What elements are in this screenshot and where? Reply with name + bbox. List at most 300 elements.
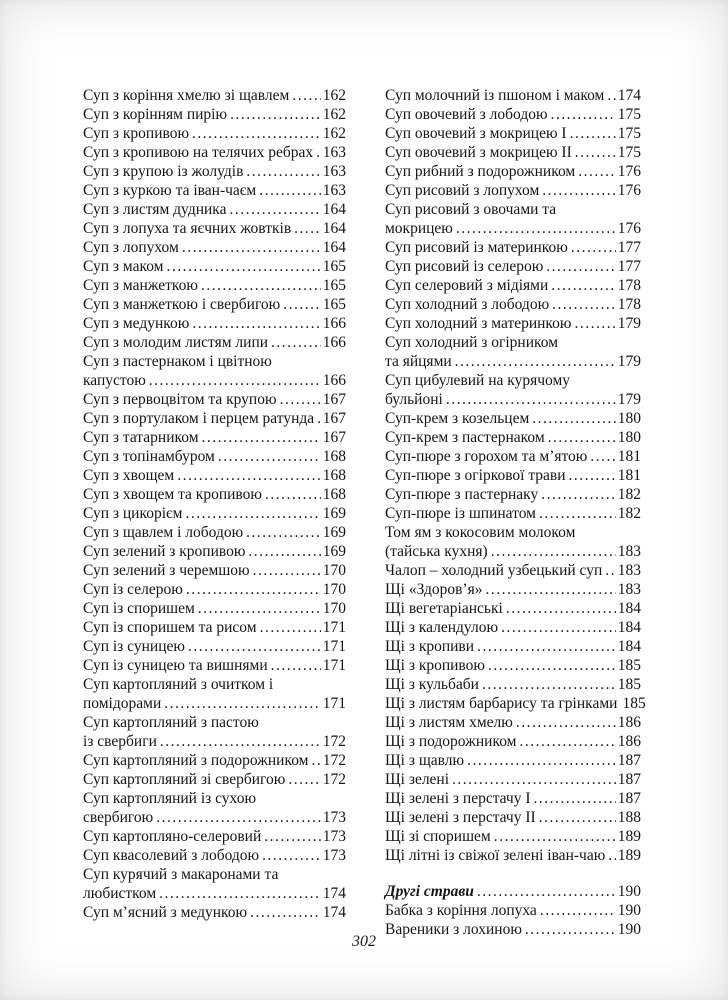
toc-entry-title: Суп з портулаком і перцем ратунда <box>83 410 315 427</box>
toc-entry <box>385 238 641 257</box>
toc-entry-title: Суп з кропивою <box>83 125 190 142</box>
toc-entry-title: Щі «Здоров’я» <box>385 581 483 598</box>
toc-entry <box>385 713 641 732</box>
toc-entry-title: Суп із суницею та вишнями <box>83 657 268 674</box>
toc-entry-title: Суп з листям дудника <box>83 201 227 218</box>
toc-entry <box>385 846 641 865</box>
toc-entry-page-number: 166 <box>322 334 346 351</box>
toc-entry <box>83 352 346 390</box>
toc-entry-page-number: 181 <box>617 448 641 465</box>
toc-entry-title: Суп з маком <box>83 258 164 275</box>
toc-entry-title: Суп-пюре із шпинатом <box>385 505 536 522</box>
toc-leader-dots <box>477 882 616 901</box>
toc-entry <box>385 675 641 694</box>
toc-entry-title: Суп з молодим листям липи <box>83 334 269 351</box>
toc-entry <box>83 846 346 865</box>
toc-leader-dots <box>317 409 321 428</box>
toc-leader-dots <box>552 295 616 314</box>
toc-entry-title: Суп з хвощем <box>83 467 175 484</box>
toc-leader-dots <box>164 694 321 713</box>
toc-entry <box>385 295 641 314</box>
toc-entry-title: Суп з хвощем та кропивою <box>83 486 262 503</box>
toc-entry-title: Суп селеровий з мідіями <box>385 277 549 294</box>
toc-entry-page-number: 174 <box>322 885 346 902</box>
toc-leader-dots <box>578 162 616 181</box>
toc-entry <box>83 428 346 447</box>
toc-entry-page-number: 187 <box>617 752 641 769</box>
toc-entry-title: помідорами <box>83 695 162 712</box>
toc-entry-title: Суп рибний з подорожником <box>385 163 576 180</box>
toc-entry <box>83 561 346 580</box>
toc-entry-title-line1: Суп картопляний із сухою <box>83 790 257 807</box>
toc-entry-page-number: 172 <box>322 733 346 750</box>
toc-leader-dots <box>477 637 616 656</box>
toc-entry-title: Щі зелені з перстачу II <box>385 809 536 826</box>
toc-leader-dots <box>283 295 320 314</box>
toc-entry <box>83 485 346 504</box>
toc-leader-dots <box>262 846 321 865</box>
toc-leader-dots <box>488 656 616 675</box>
toc-entry <box>385 561 641 580</box>
toc-leader-dots <box>202 428 321 447</box>
toc-leader-dots <box>506 599 616 618</box>
toc-entry-title: любистком <box>83 885 157 902</box>
toc-entry-title: Суп овочевий з мокрицею II <box>385 144 572 161</box>
toc-leader-dots <box>192 314 320 333</box>
toc-leader-dots <box>548 428 616 447</box>
toc-entry-title: Щі зелені з перстачу I <box>385 790 531 807</box>
toc-leader-dots <box>311 751 320 770</box>
toc-entry-title: Суп з татарником <box>83 429 199 446</box>
toc-leader-dots <box>159 884 321 903</box>
toc-entry-page-number: 181 <box>617 467 641 484</box>
toc-entry-page-number: 175 <box>617 125 641 142</box>
toc-entry <box>385 428 641 447</box>
toc-entry <box>385 105 641 124</box>
toc-leader-dots <box>571 238 616 257</box>
toc-entry <box>83 903 346 922</box>
toc-entry-page-number: 164 <box>322 201 346 218</box>
toc-entry <box>385 580 641 599</box>
toc-entry-page-number: 184 <box>617 619 641 636</box>
toc-entry-title: Щі вегетаріанські <box>385 600 503 617</box>
toc-leader-dots <box>246 162 320 181</box>
toc-entry-page-number: 162 <box>322 125 346 142</box>
toc-entry-title-line1: Суп рисовий з овочами та <box>385 201 557 218</box>
toc-leader-dots <box>575 314 616 333</box>
toc-entry-page-number: 182 <box>617 486 641 503</box>
toc-entry <box>385 409 641 428</box>
toc-leader-dots <box>516 713 616 732</box>
toc-entry-title: Суп-пюре з горохом та м’ятою <box>385 448 588 465</box>
toc-entry-page-number: 174 <box>322 904 346 921</box>
toc-entry-title-line1: Суп курячий з макаронами та <box>83 866 279 883</box>
toc-entry <box>83 466 346 485</box>
toc-entry-title: Суп картопляний зі свербигою <box>83 771 286 788</box>
toc-entry-page-number: 167 <box>322 391 346 408</box>
toc-leader-dots <box>551 105 616 124</box>
toc-leader-dots <box>156 808 321 827</box>
toc-entry <box>83 751 346 770</box>
toc-entry <box>385 770 641 789</box>
toc-entry-title: Суп з лопухом <box>83 239 179 256</box>
toc-leader-dots <box>230 105 321 124</box>
toc-entry-page-number: 163 <box>322 182 346 199</box>
toc-entry <box>385 808 641 827</box>
toc-entry <box>385 656 641 675</box>
toc-entry-title: Суп холодний з лободою <box>385 296 550 313</box>
toc-entry-title: та яйцями <box>385 353 452 370</box>
toc-leader-dots <box>569 466 616 485</box>
toc-entry-page-number: 176 <box>617 163 641 180</box>
toc-entry-title: Бабка з коріння лопуха <box>385 902 537 919</box>
toc-entry-title: Суп з кропивою на телячих ребрах <box>83 144 314 161</box>
toc-entry-page-number: 170 <box>322 562 346 579</box>
toc-entry-title: Щі з кропиви <box>385 638 475 655</box>
toc-entry <box>83 124 346 143</box>
toc-entry-title: Чалоп – холодний узбецький суп <box>385 562 603 579</box>
toc-leader-dots <box>491 542 616 561</box>
toc-leader-dots <box>455 352 616 371</box>
toc-entry <box>385 124 641 143</box>
toc-leader-dots <box>259 181 321 200</box>
toc-entry-title-line1: Том ям з кокосовим молоком <box>385 524 576 541</box>
toc-entry-title: Щі з календулою <box>385 619 499 636</box>
toc-entry-title: Суп з топінамбуром <box>83 448 215 465</box>
toc-leader-dots <box>185 504 320 523</box>
toc-entry-page-number: 163 <box>322 144 346 161</box>
toc-leader-dots <box>540 901 616 920</box>
toc-entry-title: мокрицею <box>385 220 453 237</box>
toc-entry-page-number: 180 <box>617 429 641 446</box>
toc-leader-dots <box>198 599 321 618</box>
toc-entry-page-number: 162 <box>322 87 346 104</box>
toc-leader-dots <box>271 333 321 352</box>
toc-entry-page-number: 172 <box>322 752 346 769</box>
toc-entry-page-number: 167 <box>322 410 346 427</box>
toc-entry <box>83 219 346 238</box>
toc-entry <box>83 789 346 827</box>
toc-entry-page-number: 172 <box>322 771 346 788</box>
toc-entry-page-number: 186 <box>617 733 641 750</box>
toc-entry <box>83 447 346 466</box>
toc-entry <box>385 333 641 371</box>
toc-entry-page-number: 185 <box>622 695 646 712</box>
toc-entry <box>83 314 346 333</box>
toc-entry-page-number: 168 <box>322 448 346 465</box>
toc-leader-dots <box>539 808 616 827</box>
toc-entry-page-number: 164 <box>322 239 346 256</box>
toc-leader-dots <box>551 276 615 295</box>
toc-entry-title: Щі літні із свіжої зелені іван-чаю <box>385 847 606 864</box>
toc-entry-page-number: 190 <box>617 921 641 938</box>
toc-entry <box>83 656 346 675</box>
toc-entry-title: Щі з кульбаби <box>385 676 479 693</box>
toc-entry <box>385 314 641 333</box>
toc-entry-page-number: 169 <box>322 524 346 541</box>
toc-entry-title: Суп з щавлем і лободою <box>83 524 244 541</box>
toc-entry-page-number: 164 <box>322 220 346 237</box>
toc-entry-title: Щі з щавлю <box>385 752 465 769</box>
toc-entry-page-number: 183 <box>617 562 641 579</box>
toc-entry-title: Суп зелений з черемшою <box>83 562 250 579</box>
toc-entry-page-number: 165 <box>322 277 346 294</box>
toc-entry <box>83 200 346 219</box>
toc-leader-dots <box>607 86 615 105</box>
toc-entry-title: Щі з подорожником <box>385 733 517 750</box>
toc-entry-page-number: 177 <box>617 258 641 275</box>
toc-entry-title: Суп холодний з материнкою <box>385 315 572 332</box>
toc-entry-page-number: 168 <box>322 486 346 503</box>
toc-entry-title: Щі зелені <box>385 771 450 788</box>
toc-entry-title: Суп квасолевий з лободою <box>83 847 260 864</box>
toc-entry-title: Суп з куркою та іван-чаєм <box>83 182 257 199</box>
toc-entry-page-number: 179 <box>617 353 641 370</box>
toc-entry-page-number: 165 <box>322 296 346 313</box>
toc-entry-page-number: 171 <box>322 638 346 655</box>
toc-entry <box>83 770 346 789</box>
toc-entry <box>385 637 641 656</box>
toc-entry-title: Суп-крем з пастернаком <box>385 429 545 446</box>
toc-entry <box>83 238 346 257</box>
toc-entry-title: Суп молочний із пшоном і маком <box>385 87 605 104</box>
toc-entry-title: Суп з корінням пирію <box>83 106 228 123</box>
toc-entry <box>83 504 346 523</box>
toc-entry <box>83 618 346 637</box>
toc-entry-page-number: 165 <box>322 258 346 275</box>
toc-entry-title: Суп з лопуха та яєчних жовтків <box>83 220 292 237</box>
toc-entry <box>385 504 641 523</box>
toc-leader-dots <box>160 732 321 751</box>
toc-entry <box>83 181 346 200</box>
toc-entry-page-number: 190 <box>617 883 641 900</box>
toc-leader-dots <box>534 789 616 808</box>
toc-entry <box>385 599 641 618</box>
toc-entry-page-number: 163 <box>322 163 346 180</box>
toc-leader-dots <box>570 124 616 143</box>
toc-entry-title: Суп рисовий із селерою <box>385 258 544 275</box>
toc-entry-page-number: 185 <box>617 676 641 693</box>
toc-entry-page-number: 180 <box>617 410 641 427</box>
toc-entry-title: Суп з коріння хмелю зі щавлем <box>83 87 290 104</box>
toc-entry-title-line1: Суп холодний з огірником <box>385 334 559 351</box>
toc-entry <box>83 162 346 181</box>
toc-entry-title-line1: Суп картопляний з очитком і <box>83 676 274 693</box>
toc-entry <box>385 200 641 238</box>
toc-column-right <box>385 86 646 939</box>
toc-entry-page-number: 175 <box>617 106 641 123</box>
toc-entry <box>83 295 346 314</box>
toc-entry-page-number: 169 <box>322 505 346 522</box>
toc-entry-title: (тайська кухня) <box>385 543 488 560</box>
toc-entry-page-number: 189 <box>617 828 641 845</box>
toc-entry-title: Щі з листям хмелю <box>385 714 513 731</box>
toc-leader-dots <box>485 580 615 599</box>
toc-entry-page-number: 187 <box>617 790 641 807</box>
toc-entry-title: Суп рисовий із материнкою <box>385 239 568 256</box>
toc-leader-dots <box>265 485 321 504</box>
toc-entry-page-number: 174 <box>617 87 641 104</box>
toc-entry-title: Суп з манжеткою <box>83 277 198 294</box>
toc-entry <box>83 390 346 409</box>
toc-entry <box>385 143 641 162</box>
toc-entry <box>83 86 346 105</box>
toc-entry-title: Суп м’ясний з медункою <box>83 904 248 921</box>
toc-leader-dots <box>229 200 320 219</box>
toc-entry-title-line1: Суп картопляний з пастою <box>83 714 259 731</box>
toc-leader-dots <box>452 770 616 789</box>
toc-leader-dots <box>260 618 321 637</box>
toc-column-left <box>83 86 346 922</box>
toc-entry-page-number: 173 <box>322 847 346 864</box>
toc-entry-title: Суп з первоцвітом та крупою <box>83 391 277 408</box>
toc-entry-page-number: 170 <box>322 600 346 617</box>
toc-leader-dots <box>590 447 615 466</box>
toc-entry-title: Суп із суницею <box>83 638 185 655</box>
toc-entry-title: капустою <box>83 372 146 389</box>
toc-entry <box>83 409 346 428</box>
toc-entry-page-number: 183 <box>617 543 641 560</box>
toc-leader-dots <box>177 466 321 485</box>
toc-entry-page-number: 173 <box>322 828 346 845</box>
toc-entry-title: Суп картопляний з подорожником <box>83 752 309 769</box>
page-number-footer: 302 <box>352 933 376 950</box>
toc-entry-page-number: 166 <box>322 315 346 332</box>
toc-entry <box>83 523 346 542</box>
toc-entry <box>83 675 346 713</box>
toc-entry <box>83 105 346 124</box>
toc-leader-dots <box>605 561 615 580</box>
toc-leader-dots <box>201 276 321 295</box>
toc-leader-dots <box>182 238 321 257</box>
toc-entry-title: Суп-крем з козельцем <box>385 410 530 427</box>
toc-entry-title: свербигою <box>83 809 154 826</box>
toc-entry-title: Вареники з лохиною <box>385 921 522 938</box>
toc-leader-dots <box>541 485 616 504</box>
toc-entry-page-number: 176 <box>617 182 641 199</box>
toc-entry-page-number: 176 <box>617 220 641 237</box>
toc-entry-page-number: 190 <box>617 902 641 919</box>
toc-entry-page-number: 173 <box>322 809 346 826</box>
toc-leader-dots <box>501 618 616 637</box>
toc-leader-dots <box>218 447 321 466</box>
toc-entry <box>83 333 346 352</box>
toc-entry <box>385 732 641 751</box>
toc-entry-title: Суп з манжеткою і свербигою <box>83 296 281 313</box>
toc-leader-dots <box>246 523 321 542</box>
toc-entry-page-number: 162 <box>322 106 346 123</box>
toc-entry-page-number: 168 <box>322 467 346 484</box>
toc-leader-dots <box>188 637 321 656</box>
toc-leader-dots <box>532 409 615 428</box>
toc-entry-page-number: 167 <box>322 429 346 446</box>
toc-entry-title: Суп картопляно-селеровий <box>83 828 262 845</box>
toc-entry <box>385 901 641 920</box>
toc-entry-page-number: 171 <box>322 695 346 712</box>
toc-leader-dots <box>542 181 615 200</box>
toc-entry <box>385 257 641 276</box>
toc-entry-title: Щі з кропивою <box>385 657 485 674</box>
toc-leader-dots <box>482 675 616 694</box>
toc-entry-title: Суп із споришем <box>83 600 195 617</box>
toc-leader-dots <box>248 542 320 561</box>
toc-entry-page-number: 186 <box>617 714 641 731</box>
toc-entry-page-number: 187 <box>617 771 641 788</box>
toc-leader-dots <box>192 124 321 143</box>
toc-entry-page-number: 171 <box>322 657 346 674</box>
toc-entry <box>385 618 641 637</box>
toc-entry <box>83 827 346 846</box>
toc-entry <box>83 865 346 903</box>
toc-entry <box>385 447 641 466</box>
toc-leader-dots <box>186 580 321 599</box>
toc-entry-page-number: 184 <box>617 638 641 655</box>
toc-entry-page-number: 188 <box>617 809 641 826</box>
toc-entry <box>83 276 346 295</box>
toc-entry <box>83 143 346 162</box>
toc-leader-dots <box>292 86 320 105</box>
toc-entry <box>385 523 641 561</box>
toc-entry <box>385 371 641 409</box>
toc-entry-title: Суп із селерою <box>83 581 183 598</box>
toc-entry-title: Суп із споришем та рисом <box>83 619 257 636</box>
toc-entry <box>83 713 346 751</box>
toc-entry <box>83 580 346 599</box>
toc-entry <box>385 751 641 770</box>
toc-entry-title-line1: Суп з пастернаком і цвітною <box>83 353 272 370</box>
toc-entry <box>385 276 641 295</box>
toc-leader-dots <box>149 371 321 390</box>
toc-entry-page-number: 178 <box>617 277 641 294</box>
toc-entry-title: Щі з листям барбарису та грінками <box>385 695 618 712</box>
toc-leader-dots <box>166 257 320 276</box>
toc-entry-title: із свербиги <box>83 733 157 750</box>
toc-entry-title: Другі страви <box>385 883 474 900</box>
toc-entry <box>385 466 641 485</box>
toc-leader-dots <box>467 751 616 770</box>
toc-leader-dots <box>253 561 321 580</box>
toc-leader-dots <box>280 390 321 409</box>
toc-entry-title: Суп рисовий з лопухом <box>385 182 540 199</box>
toc-leader-dots <box>494 827 616 846</box>
toc-entry <box>385 882 641 901</box>
toc-leader-dots <box>456 219 616 238</box>
toc-entry-title: Суп з цикорієм <box>83 505 183 522</box>
toc-leader-dots <box>519 732 615 751</box>
toc-entry-page-number: 184 <box>617 600 641 617</box>
toc-entry-page-number: 169 <box>322 543 346 560</box>
toc-leader-dots <box>539 504 616 523</box>
toc-leader-dots <box>294 219 321 238</box>
toc-leader-dots <box>546 257 615 276</box>
toc-entry-page-number: 182 <box>617 505 641 522</box>
toc-entry-title: Суп овочевий з лободою <box>385 106 548 123</box>
toc-leader-dots <box>288 770 320 789</box>
toc-entry-title: Суп-пюре з пастернаку <box>385 486 539 503</box>
toc-entry <box>385 789 641 808</box>
toc-entry-title: Суп зелений з кропивою <box>83 543 246 560</box>
toc-entry-page-number: 189 <box>617 847 641 864</box>
toc-leader-dots <box>271 656 321 675</box>
toc-entry-title: Щі зі споришем <box>385 828 491 845</box>
toc-entry <box>385 827 641 846</box>
toc-entry <box>83 599 346 618</box>
toc-entry-title: Суп-пюре з огіркової трави <box>385 467 566 484</box>
toc-leader-dots <box>250 903 321 922</box>
toc-leader-dots <box>446 390 616 409</box>
toc-entry-title-line1: Суп цибулевий на курячому <box>385 372 571 389</box>
toc-entry <box>385 694 646 713</box>
